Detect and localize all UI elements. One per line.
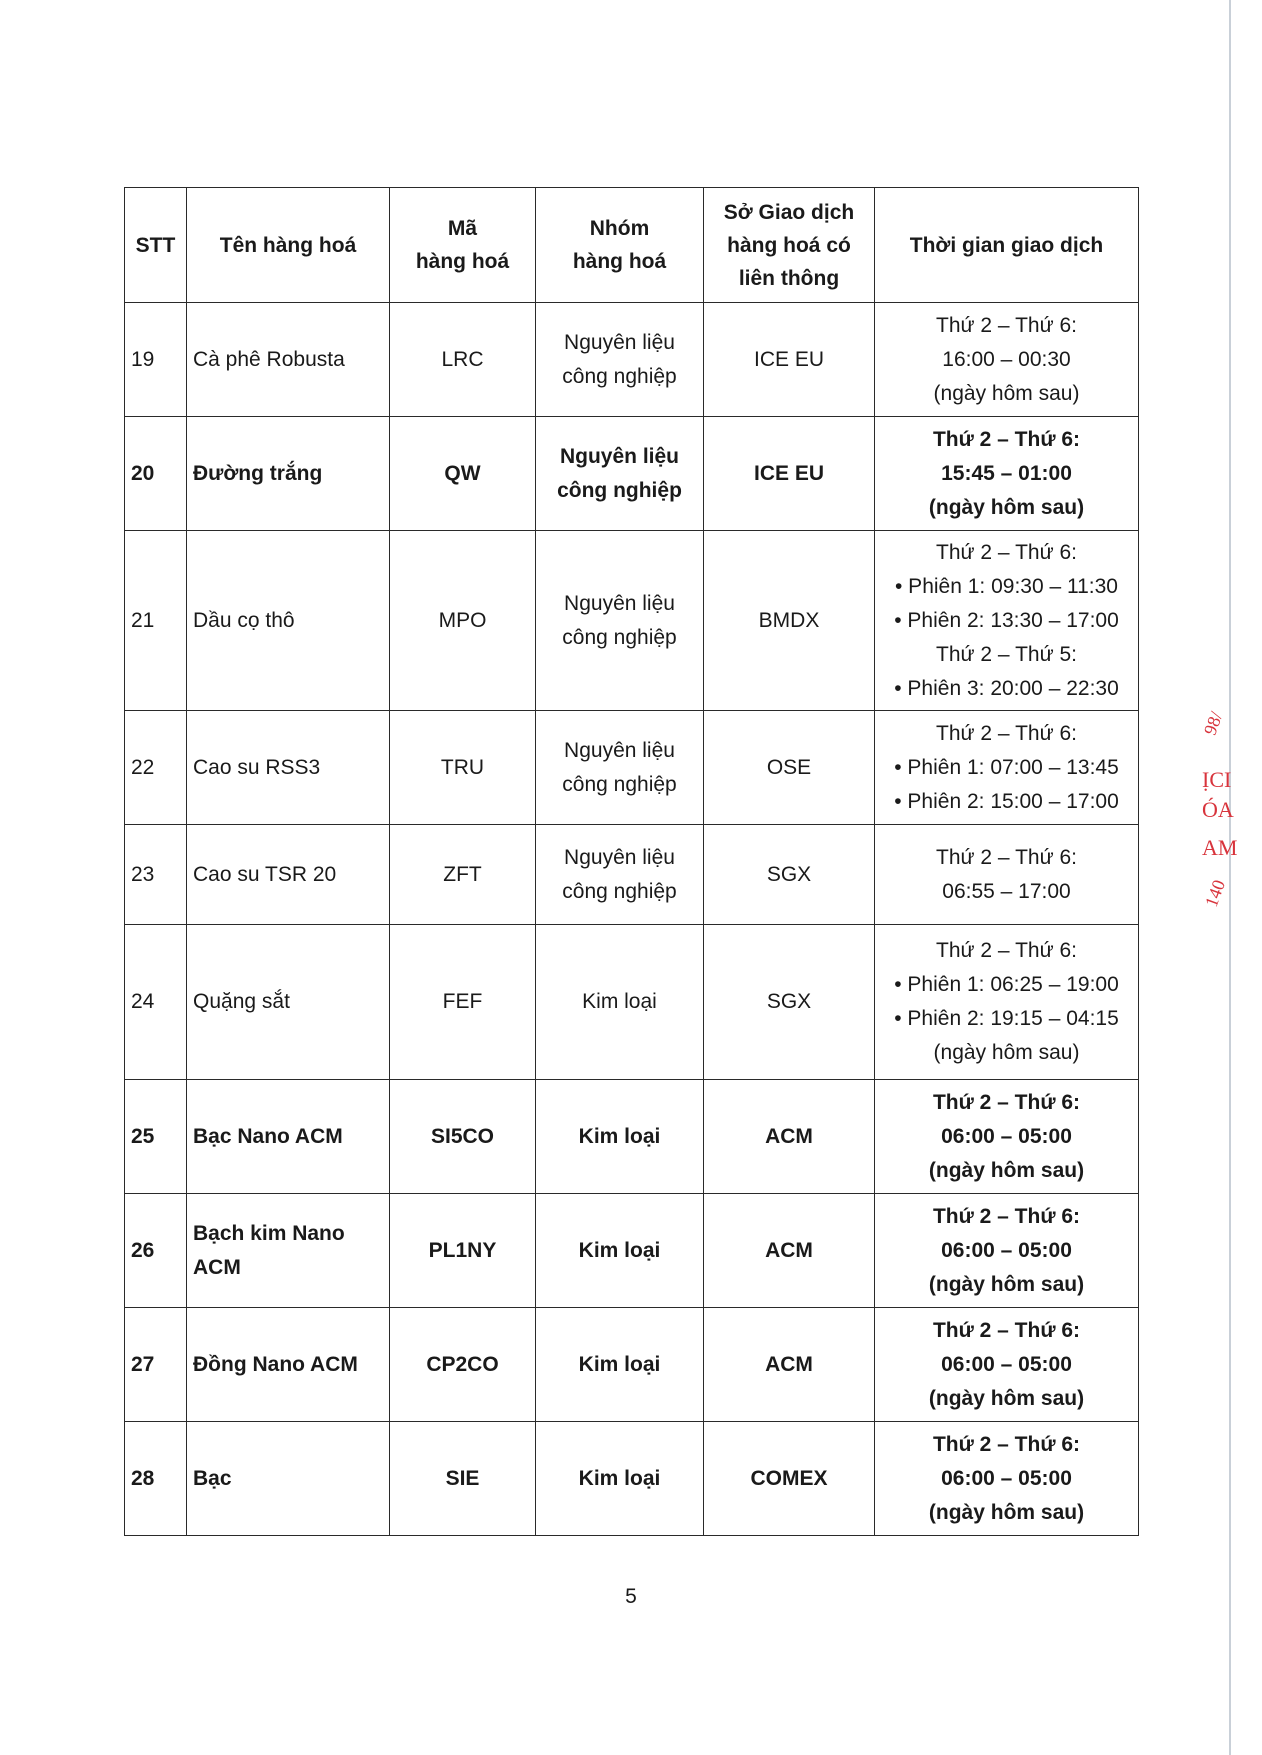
table-row xyxy=(125,1308,1139,1422)
cell-stt: 25 xyxy=(125,1080,187,1194)
cell-group-line: công nghiệp xyxy=(562,879,677,903)
cell-time-line: 06:00 – 05:00 xyxy=(941,1466,1072,1490)
cell-time-line: 06:00 – 05:00 xyxy=(941,1124,1072,1148)
cell-trading-time xyxy=(875,925,1139,1080)
cell-exchange: SGX xyxy=(704,925,875,1080)
cell-code: PL1NY xyxy=(390,1194,536,1308)
table-row xyxy=(125,825,1139,925)
red-stamp-fragment xyxy=(1198,705,1238,935)
header-name: Tên hàng hoá xyxy=(187,188,390,303)
cell-stt: 21 xyxy=(125,531,187,711)
cell-group xyxy=(536,925,704,1080)
cell-exchange: ICE EU xyxy=(704,303,875,417)
table-row xyxy=(125,711,1139,825)
cell-name: Dầu cọ thô xyxy=(187,531,390,711)
cell-time-line: Thứ 2 – Thứ 6: xyxy=(936,939,1077,962)
cell-exchange: COMEX xyxy=(704,1422,875,1536)
cell-time-line: (ngày hôm sau) xyxy=(928,1158,1085,1182)
cell-group xyxy=(536,1080,704,1194)
cell-code: QW xyxy=(390,417,536,531)
cell-group xyxy=(536,1194,704,1308)
cell-code: SIE xyxy=(390,1422,536,1536)
cell-group-line: Kim loại xyxy=(578,1238,661,1262)
cell-name: Cao su RSS3 xyxy=(187,711,390,825)
cell-name: Cao su TSR 20 xyxy=(187,825,390,925)
cell-group-line: Kim loại xyxy=(578,1124,661,1148)
header-code xyxy=(390,188,536,303)
cell-time-line: (ngày hôm sau) xyxy=(933,381,1080,405)
cell-group-line: Nguyên liệu xyxy=(564,591,675,615)
cell-exchange: ACM xyxy=(704,1194,875,1308)
cell-time-line: Thứ 2 – Thứ 6: xyxy=(932,427,1081,451)
stamp-text: ỊCI xyxy=(1202,767,1232,792)
cell-exchange: BMDX xyxy=(704,531,875,711)
cell-group-line: Kim loại xyxy=(578,1466,661,1490)
cell-group xyxy=(536,1308,704,1422)
cell-time-line: Thứ 2 – Thứ 6: xyxy=(932,1318,1081,1342)
cell-time-line: 16:00 – 00:30 xyxy=(942,347,1071,371)
cell-trading-time xyxy=(875,711,1139,825)
cell-trading-time xyxy=(875,1080,1139,1194)
cell-time-line: 15:45 – 01:00 xyxy=(941,461,1072,485)
cell-group-line: Nguyên liệu xyxy=(564,845,675,869)
cell-code: TRU xyxy=(390,711,536,825)
cell-stt: 27 xyxy=(125,1308,187,1422)
header-time: Thời gian giao dịch xyxy=(875,188,1139,303)
table-row xyxy=(125,1194,1139,1308)
cell-time-line: Thứ 2 – Thứ 6: xyxy=(932,1090,1081,1114)
table-row xyxy=(125,303,1139,417)
cell-group-line: Kim loại xyxy=(582,990,657,1013)
cell-name: Cà phê Robusta xyxy=(187,303,390,417)
cell-time-line: Thứ 2 – Thứ 6: xyxy=(932,1432,1081,1456)
cell-name: Bạc Nano ACM xyxy=(187,1080,390,1194)
cell-group-line: Kim loại xyxy=(578,1352,661,1376)
cell-exchange: ACM xyxy=(704,1308,875,1422)
header-exchange xyxy=(704,188,875,303)
cell-name: Bạc xyxy=(187,1422,390,1536)
cell-time-line: Thứ 2 – Thứ 6: xyxy=(936,845,1077,869)
header-code-line: hàng hoá xyxy=(415,250,510,273)
cell-code: SI5CO xyxy=(390,1080,536,1194)
cell-exchange: ACM xyxy=(704,1080,875,1194)
header-stt: STT xyxy=(125,188,187,303)
cell-time-line: • Phiên 1: 09:30 – 11:30 xyxy=(895,574,1118,598)
cell-time-line: Thứ 2 – Thứ 5: xyxy=(936,642,1077,666)
stamp-text: ÓA xyxy=(1202,797,1234,822)
table-row xyxy=(125,417,1139,531)
page-number: 5 xyxy=(625,1585,637,1608)
cell-time-line: • Phiên 1: 07:00 – 13:45 xyxy=(894,755,1119,779)
header-group-line: hàng hoá xyxy=(572,250,667,273)
cell-code: CP2CO xyxy=(390,1308,536,1422)
header-exchange-line: hàng hoá có xyxy=(727,233,851,257)
cell-time-line: (ngày hôm sau) xyxy=(928,495,1085,519)
cell-name: Quặng sắt xyxy=(187,925,390,1080)
cell-code: FEF xyxy=(390,925,536,1080)
cell-trading-time xyxy=(875,303,1139,417)
cell-time-line: • Phiên 1: 06:25 – 19:00 xyxy=(894,973,1119,996)
cell-stt: 22 xyxy=(125,711,187,825)
table-row xyxy=(125,531,1139,711)
table-row xyxy=(125,925,1139,1080)
cell-time-line: • Phiên 2: 13:30 – 17:00 xyxy=(894,608,1119,632)
cell-time-line: (ngày hôm sau) xyxy=(933,1041,1080,1064)
cell-group xyxy=(536,417,704,531)
table-row xyxy=(125,1080,1139,1194)
cell-time-line: • Phiên 2: 15:00 – 17:00 xyxy=(894,789,1119,813)
cell-group-line: Nguyên liệu xyxy=(564,330,675,354)
cell-trading-time xyxy=(875,417,1139,531)
cell-group xyxy=(536,825,704,925)
cell-time-line: 06:00 – 05:00 xyxy=(941,1352,1072,1376)
cell-trading-time xyxy=(875,531,1139,711)
header-exchange-line: liên thông xyxy=(738,266,840,290)
cell-time-line: Thứ 2 – Thứ 6: xyxy=(932,1204,1081,1228)
stamp-text: 98/ xyxy=(1199,709,1227,738)
header-code-line: Mã xyxy=(447,217,478,240)
cell-time-line: Thứ 2 – Thứ 6: xyxy=(936,313,1077,337)
cell-group-line: Nguyên liệu xyxy=(564,738,675,762)
stamp-text: AM xyxy=(1202,835,1238,860)
table-row xyxy=(125,1422,1139,1536)
header-group xyxy=(536,188,704,303)
cell-code: ZFT xyxy=(390,825,536,925)
cell-trading-time xyxy=(875,1422,1139,1536)
cell-stt: 19 xyxy=(125,303,187,417)
cell-stt: 26 xyxy=(125,1194,187,1308)
cell-trading-time xyxy=(875,1194,1139,1308)
table-header-row xyxy=(125,188,1139,303)
cell-group xyxy=(536,1422,704,1536)
cell-time-line: (ngày hôm sau) xyxy=(928,1386,1085,1410)
cell-time-line: • Phiên 3: 20:00 – 22:30 xyxy=(894,676,1119,700)
cell-time-line: (ngày hôm sau) xyxy=(928,1500,1085,1524)
cell-stt: 24 xyxy=(125,925,187,1080)
cell-trading-time xyxy=(875,825,1139,925)
cell-name: Đường trắng xyxy=(187,417,390,531)
cell-group xyxy=(536,531,704,711)
cell-group-line: công nghiệp xyxy=(562,625,677,649)
cell-time-line: • Phiên 2: 19:15 – 04:15 xyxy=(894,1007,1119,1030)
header-exchange-line: Sở Giao dịch xyxy=(723,200,855,224)
table-body xyxy=(125,303,1139,1536)
cell-code: LRC xyxy=(390,303,536,417)
cell-stt: 20 xyxy=(125,417,187,531)
cell-time-line: (ngày hôm sau) xyxy=(928,1272,1085,1296)
header-group-line: Nhóm xyxy=(589,217,650,240)
cell-group-line: công nghiệp xyxy=(562,772,677,796)
cell-stt: 28 xyxy=(125,1422,187,1536)
cell-code: MPO xyxy=(390,531,536,711)
cell-stt: 23 xyxy=(125,825,187,925)
cell-time-line: Thứ 2 – Thứ 6: xyxy=(936,540,1077,564)
cell-name: Đồng Nano ACM xyxy=(187,1308,390,1422)
cell-group-line: công nghiệp xyxy=(557,478,682,502)
cell-group xyxy=(536,711,704,825)
cell-exchange: OSE xyxy=(704,711,875,825)
cell-name: Bạch kim Nano ACM xyxy=(187,1194,390,1308)
cell-time-line: Thứ 2 – Thứ 6: xyxy=(936,721,1077,745)
cell-exchange: SGX xyxy=(704,825,875,925)
stamp-text: 140 xyxy=(1201,877,1230,910)
commodity-trading-hours-table xyxy=(124,187,1139,1536)
cell-time-line: 06:55 – 17:00 xyxy=(942,879,1071,903)
cell-group xyxy=(536,303,704,417)
cell-trading-time xyxy=(875,1308,1139,1422)
cell-group-line: công nghiệp xyxy=(562,364,677,388)
cell-exchange: ICE EU xyxy=(704,417,875,531)
cell-group-line: Nguyên liệu xyxy=(559,444,680,468)
cell-time-line: 06:00 – 05:00 xyxy=(941,1238,1072,1262)
